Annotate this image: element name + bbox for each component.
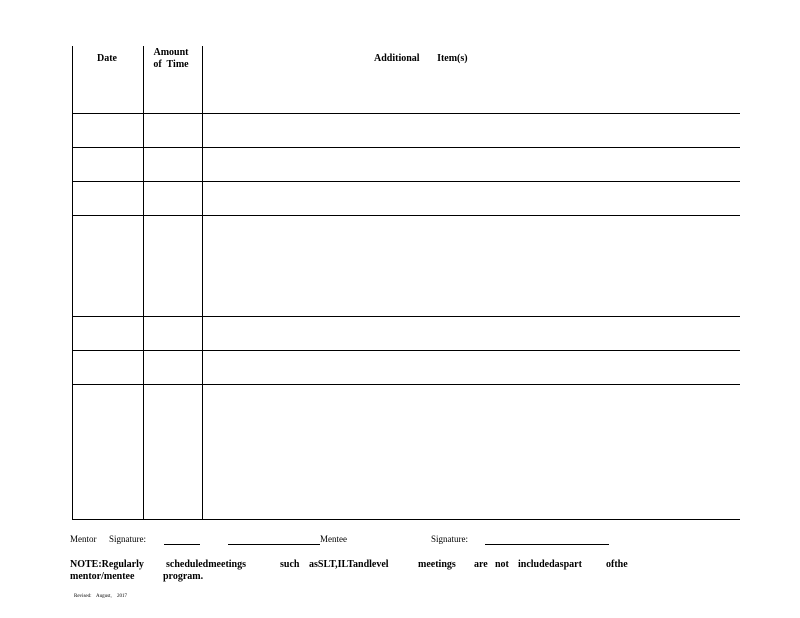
note-word: are <box>474 559 488 570</box>
note-word: ofthe <box>606 559 628 570</box>
mentor-signature-label: Signature: <box>109 534 146 544</box>
note-word: scheduledmeetings <box>166 559 246 570</box>
header-amount-line2: of Time <box>153 59 189 70</box>
header-bottom-line <box>72 113 740 114</box>
mentor-name-line[interactable] <box>228 544 320 545</box>
row-line <box>72 384 740 385</box>
note-word: meetings <box>418 559 456 570</box>
header-amount-line1: Amount <box>153 47 189 58</box>
table-border-left <box>72 46 73 519</box>
revised-month: August, <box>96 594 112 599</box>
note-word: not <box>495 559 509 570</box>
mentee-signature-line[interactable] <box>485 544 609 545</box>
header-date: Date <box>97 53 117 64</box>
mentor-label: Mentor <box>70 534 97 544</box>
note-word: such <box>280 559 300 570</box>
mentor-signature-line[interactable] <box>164 544 200 545</box>
note-word: asSLT,ILTandlevel <box>309 559 389 570</box>
row-line <box>72 181 740 182</box>
column-divider-date <box>143 46 144 519</box>
note-word: NOTE:Regularly <box>70 559 144 570</box>
row-line <box>72 147 740 148</box>
table-bottom-line <box>72 519 740 520</box>
mentee-signature-label: Signature: <box>431 534 468 544</box>
note-word: includedaspart <box>518 559 582 570</box>
mentee-label: Mentee <box>320 534 347 544</box>
note-word: mentor/mentee <box>70 571 135 582</box>
column-divider-amount <box>202 46 203 519</box>
row-line <box>72 350 740 351</box>
header-additional-items: Additional Item(s) <box>374 53 468 64</box>
row-line <box>72 215 740 216</box>
row-line <box>72 316 740 317</box>
header-amount-of-time <box>147 47 195 71</box>
revised-label: Revised: <box>74 594 92 599</box>
note-word: program. <box>163 571 204 582</box>
revised-year: 2017 <box>117 594 127 599</box>
